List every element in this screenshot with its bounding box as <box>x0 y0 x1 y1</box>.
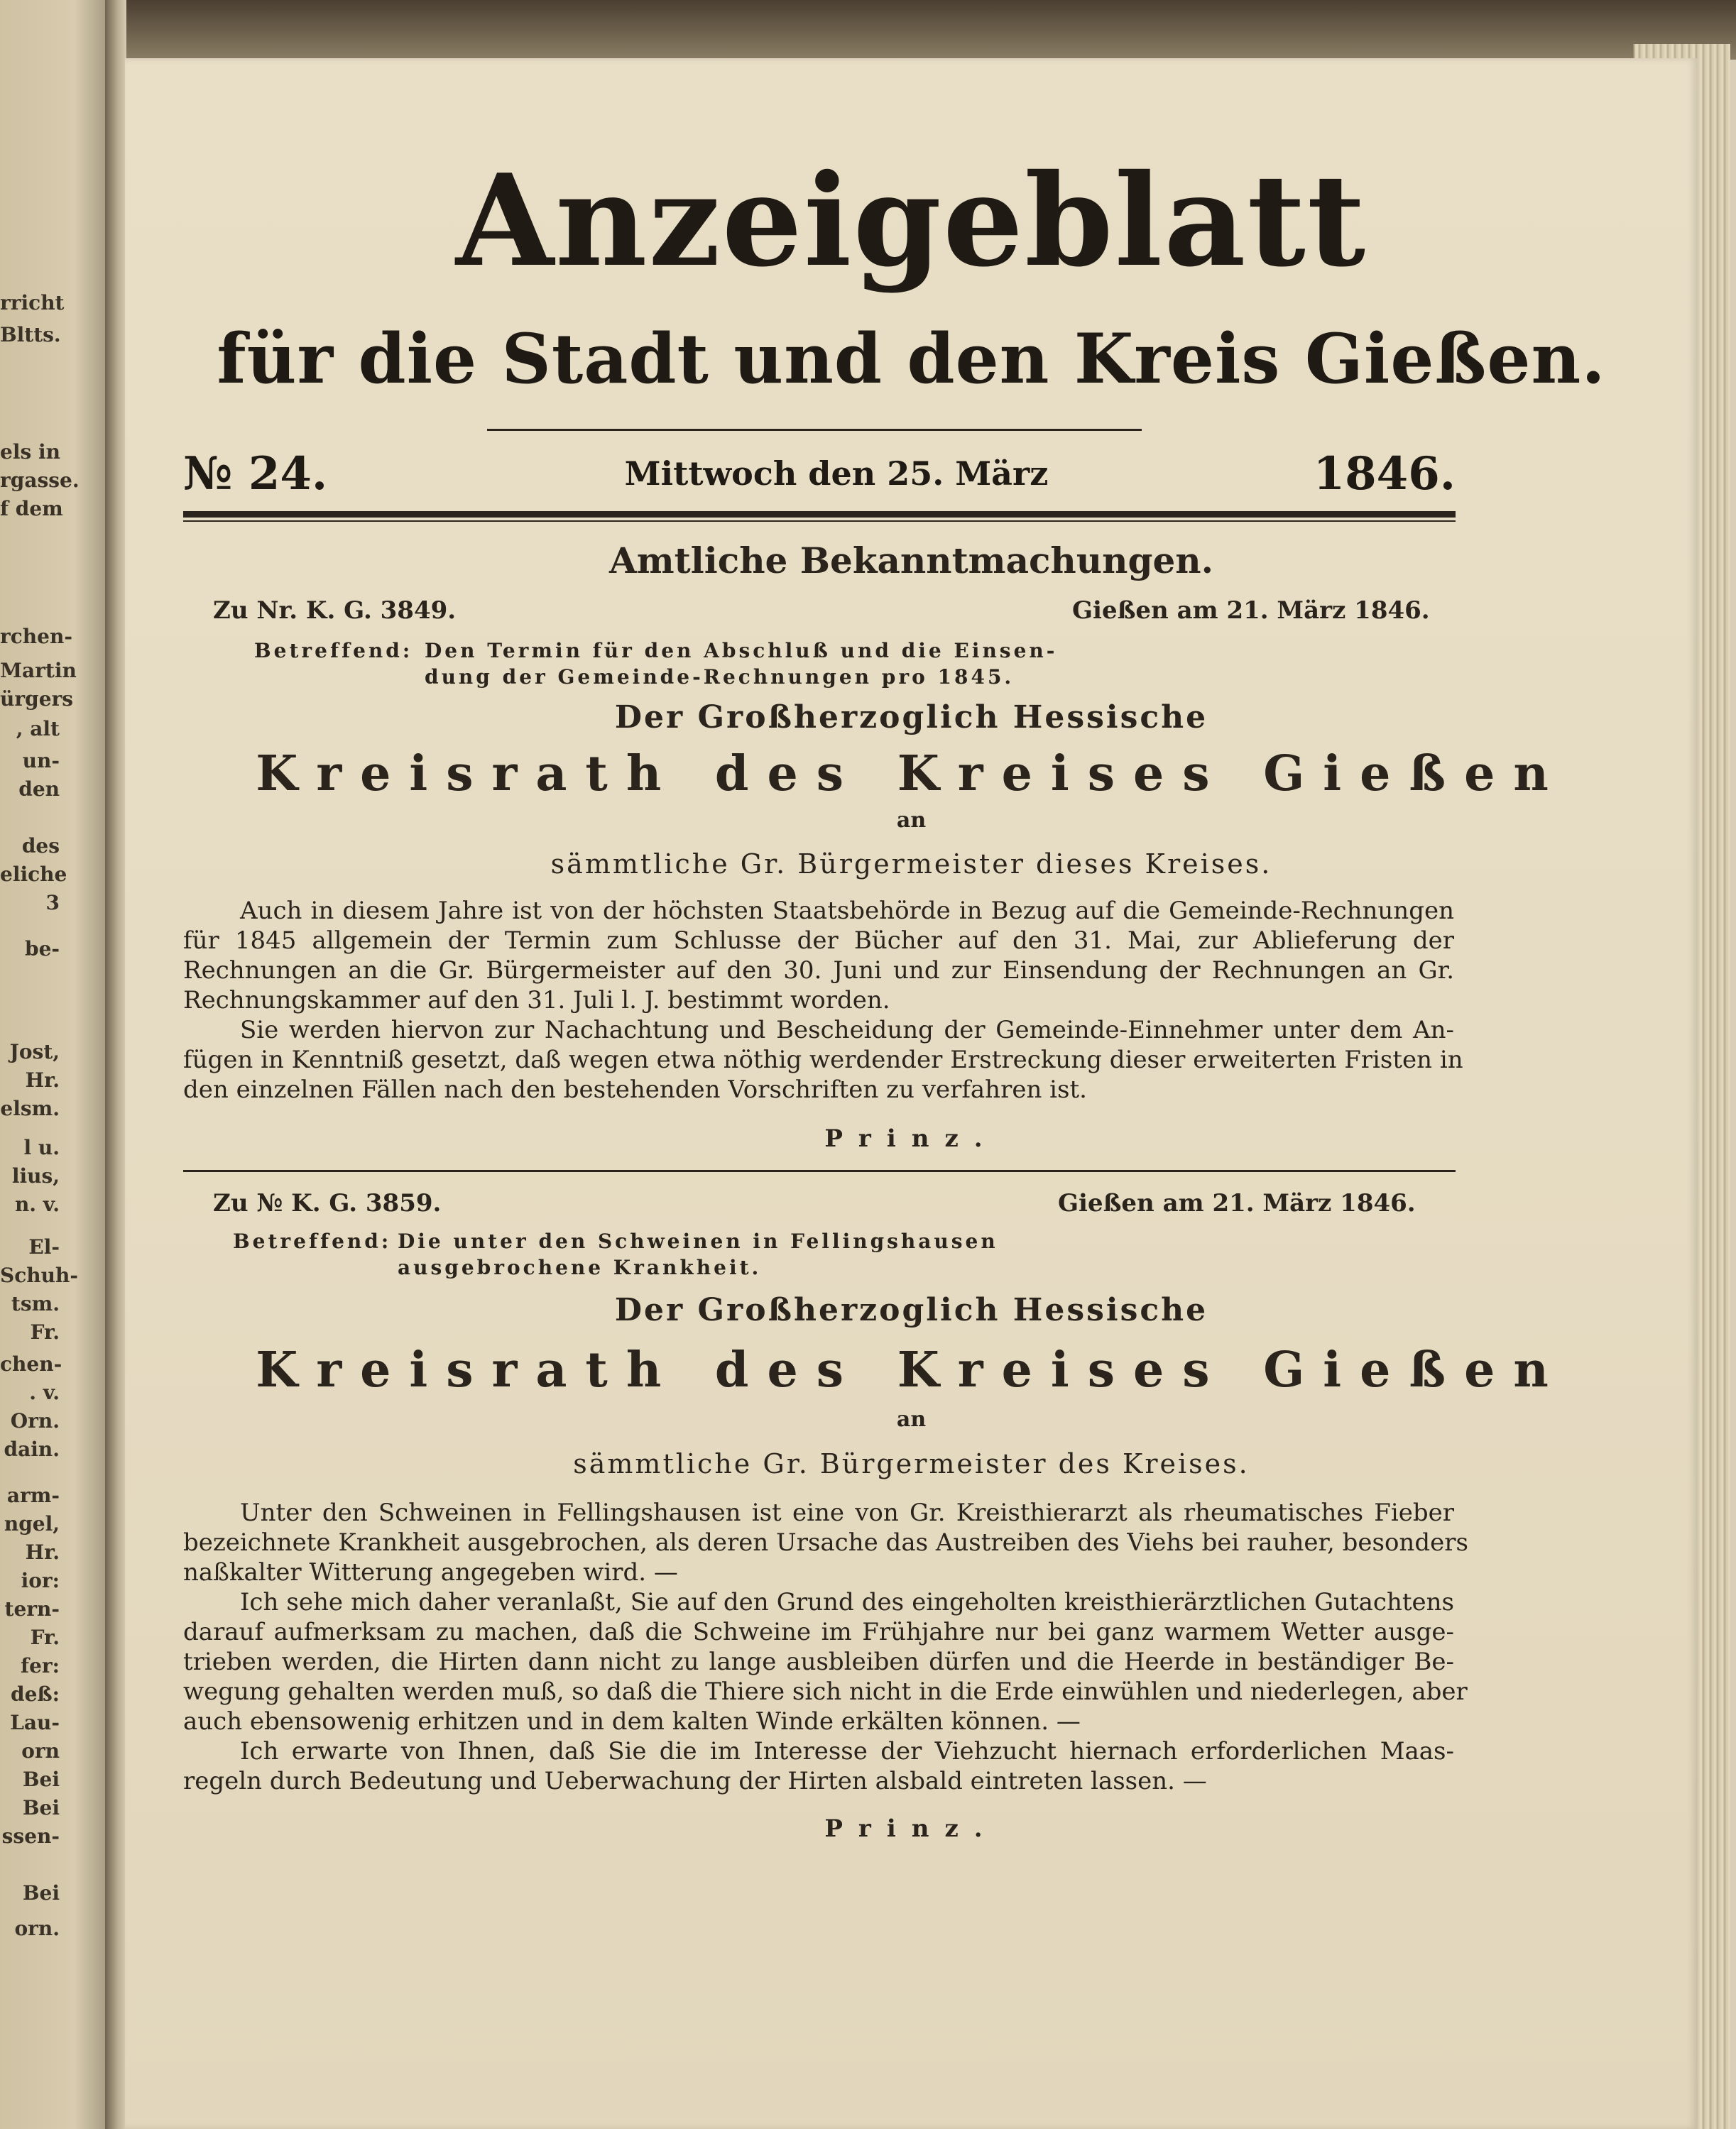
left-page-line: un- <box>22 749 60 772</box>
left-page-line: deß: <box>10 1682 60 1706</box>
left-page-line: tsm. <box>11 1292 60 1315</box>
issue-line <box>183 447 1456 500</box>
notice-1-subject-label: Betreffend: <box>254 639 413 662</box>
notice-2-subject-label: Betreffend: <box>233 1230 392 1253</box>
left-page-line: Hr. <box>25 1068 60 1092</box>
left-page-line: fer: <box>21 1654 60 1678</box>
left-page-line: elsm. <box>0 1097 60 1120</box>
notice-2-subject-line-1: Die unter den Schweinen in Fellingshausen <box>398 1230 998 1253</box>
text-line: Ich sehe mich daher veranlaßt, Sie auf den Grund des eingeholten kreisthierärztlichen Gutachtens <box>240 1588 1454 1616</box>
text-line: Auch in diesem Jahre ist von der höchsten Staatsbehörde in Bezug auf die Gemeinde-Rechnungen <box>240 897 1454 925</box>
left-page-line: be- <box>24 937 60 960</box>
left-page-line: lius, <box>11 1164 60 1188</box>
left-page-line: Bei <box>22 1881 60 1905</box>
text-line: Unter den Schweinen in Fellingshausen ist eine von Gr. Kreisthierarzt als rheumatisches Fieber <box>240 1499 1454 1527</box>
text-line: den einzelnen Fällen nach den bestehenden Vorschriften zu verfahren ist. <box>183 1076 1087 1104</box>
notice-2-reference: Zu № K. G. 3859. <box>213 1189 442 1217</box>
section-heading: Amtliche Bekanntmachungen. <box>608 540 1214 581</box>
left-page-line: chen- <box>0 1352 62 1376</box>
left-page-line: Jost, <box>9 1040 60 1063</box>
left-page-line: den <box>18 777 60 801</box>
left-page-line: Lau- <box>10 1711 60 1734</box>
text-line: Ich erwarte von Ihnen, daß Sie die im Interesse der Viehzucht hiernach erforderlichen Maas- <box>240 1737 1454 1766</box>
left-page-line: arm- <box>6 1484 60 1507</box>
notice-1-body <box>183 896 1463 1105</box>
notice-1-an: an <box>896 808 927 833</box>
left-page-line: Fr. <box>30 1320 60 1344</box>
masthead-short-rule <box>487 429 1142 431</box>
notice-2-paragraph-1 <box>183 1498 1468 1587</box>
left-page-line: tern- <box>4 1597 60 1621</box>
left-page-line: ürgers <box>0 687 74 711</box>
notice-1-subject-line-1: Den Termin für den Abschluß und die Einsen- <box>425 639 1058 662</box>
masthead-subtitle: für die Stadt und den Kreis Gießen. <box>217 319 1606 399</box>
text-line: Rechnungen an die Gr. Bürgermeister auf den 30. Juni und zur Einsendung der Rechnungen an Gr. <box>183 956 1454 985</box>
book-gutter <box>105 0 126 2129</box>
notice-1-paragraph-2 <box>183 1015 1463 1105</box>
text-line: trieben werden, die Hirten dann nicht zu lange ausbleiben dürfen und die Heerde in beständiger Be- <box>183 1648 1454 1676</box>
left-page-line: rgasse. <box>0 469 80 492</box>
left-page-line: Orn. <box>10 1409 60 1433</box>
notice-2-paragraph-2 <box>183 1587 1468 1736</box>
text-line: wegung gehalten werden muß, so daß die Thiere sich nicht in die Erde einwühlen und niederlegen, aber <box>183 1678 1468 1706</box>
notice-1-reference: Zu Nr. K. G. 3849. <box>213 596 457 625</box>
left-page-line: n. v. <box>14 1193 60 1216</box>
left-page-line: dain. <box>4 1438 60 1461</box>
notice-1-subject-line-2: dung der Gemeinde-Rechnungen pro 1845. <box>425 665 1015 689</box>
notice-1-signature: Prinz. <box>824 1124 998 1153</box>
left-page-line: Martin <box>0 659 77 682</box>
masthead-thin-rule <box>183 520 1456 522</box>
left-page-line: Fr. <box>30 1626 60 1649</box>
notice-2-signature: Prinz. <box>824 1815 998 1843</box>
notice-2-body <box>183 1498 1468 1796</box>
left-page-line: des <box>21 834 60 858</box>
left-page-line: orn <box>21 1739 60 1763</box>
left-page-line: rricht <box>0 291 65 314</box>
issue-date: Mittwoch den 25. März <box>624 454 1049 493</box>
masthead-title: Anzeigeblatt <box>455 146 1367 295</box>
notice-2-addressee: sämmtliche Gr. Bürgermeister des Kreises. <box>573 1448 1250 1479</box>
notice-2-subject-line-2: ausgebrochene Krankheit. <box>398 1256 762 1279</box>
notice-1-paragraph-1 <box>183 896 1454 1015</box>
left-page-line: orn. <box>14 1917 60 1940</box>
left-page-line: els in <box>0 440 60 464</box>
text-line: Rechnungskammer auf den 31. Juli l. J. bestimmt worden. <box>183 986 890 1014</box>
left-page-line: Schuh- <box>0 1264 78 1287</box>
text-line: auch ebensowenig erhitzen und in dem kalten Winde erkälten können. — <box>183 1707 1081 1736</box>
left-page-line: , alt <box>16 717 60 740</box>
left-page-line: 3 <box>45 891 60 914</box>
left-page-line: Bltts. <box>0 323 61 346</box>
left-page-line: ssen- <box>1 1824 60 1848</box>
top-edge-shadow <box>107 0 1736 60</box>
notice-2-an: an <box>896 1407 927 1432</box>
left-page-line: rchen- <box>0 625 72 648</box>
text-line: Sie werden hiervon zur Nachachtung und Bescheidung der Gemeinde-Einnehmer unter dem An- <box>240 1016 1454 1044</box>
notice-2-place-date: Gießen am 21. März 1846. <box>1058 1189 1416 1217</box>
notice-2-issuer: Der Großherzoglich Hessische <box>614 1292 1208 1328</box>
notice-2-authority: Kreisrath des Kreises Gießen <box>256 1342 1567 1399</box>
left-page-line: Bei <box>22 1796 60 1819</box>
left-page-line: El- <box>28 1235 60 1259</box>
left-page-line: . v. <box>29 1381 60 1404</box>
left-page-line: ior: <box>21 1569 60 1592</box>
left-page-line: f dem <box>0 497 63 520</box>
notice-1-addressee: sämmtliche Gr. Bürgermeister dieses Kreises. <box>550 848 1272 880</box>
text-line: darauf aufmerksam zu machen, daß die Schweine im Frühjahre nur bei ganz warmem Wetter ausge- <box>183 1618 1454 1646</box>
text-line: fügen in Kenntniß gesetzt, daß wegen etwa nöthig werdender Erstreckung dieser erweiterten Fristen in <box>183 1046 1463 1074</box>
issue-number: № 24. <box>183 447 328 500</box>
left-page-line: Hr. <box>25 1540 60 1564</box>
left-page-line: Bei <box>22 1768 60 1791</box>
text-line: für 1845 allgemein der Termin zum Schlusse der Bücher auf den 31. Mai, zur Ablieferung der <box>183 926 1454 955</box>
left-page-line: ngel, <box>4 1512 60 1536</box>
text-line: bezeichnete Krankheit ausgebrochen, als deren Ursache das Austreiben des Viehs bei rauher, besonders <box>183 1528 1468 1557</box>
notice-divider <box>183 1170 1456 1172</box>
notice-2-paragraph-3 <box>183 1736 1454 1796</box>
issue-year: 1846. <box>1313 447 1456 500</box>
notice-1-place-date: Gießen am 21. März 1846. <box>1072 596 1430 625</box>
notice-1-authority: Kreisrath des Kreises Gießen <box>256 745 1567 802</box>
text-line: regeln durch Bedeutung und Ueberwachung der Hirten alsbald eintreten lassen. — <box>183 1767 1207 1795</box>
left-page-line: l u. <box>23 1136 60 1159</box>
left-page-line: eliche <box>0 863 67 886</box>
text-line: naßkalter Witterung angegeben wird. — <box>183 1558 678 1587</box>
masthead-thick-rule <box>183 511 1456 518</box>
notice-1-issuer: Der Großherzoglich Hessische <box>614 699 1208 735</box>
